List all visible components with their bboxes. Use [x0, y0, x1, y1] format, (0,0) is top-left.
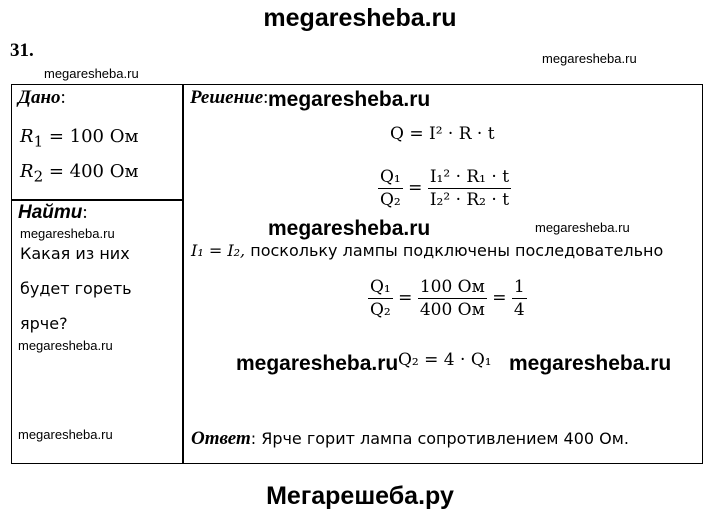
result-ratio: $\frac{\text{Q₁}}{\text{Q₂}}$ = $\frac{100 Ом}{400 Ом}$ = $\frac{1}{4}$: [370, 277, 525, 320]
given-r1: $R_1 = 100$ Ом: [20, 126, 139, 151]
given-header: Дано:: [18, 87, 66, 108]
watermark-bottom: Мегарешеба.ру: [266, 482, 454, 510]
given-r2: $R_2 = 400$ Ом: [20, 161, 139, 186]
watermark-small: megaresheba.ru: [44, 66, 139, 81]
answer-line: Ответ: Ярче горит лампа сопротивлением 400 Ом.: [191, 428, 629, 449]
watermark-small: megaresheba.ru: [535, 220, 630, 235]
watermark-bold: megaresheba.ru: [509, 352, 672, 375]
watermark-small: megaresheba.ru: [20, 226, 115, 241]
watermark-small: megaresheba.ru: [18, 338, 113, 353]
final-equation: Q₂ = 4 · Q₁: [398, 350, 492, 370]
find-line-2: будет гореть: [20, 279, 132, 298]
row-divider: [11, 199, 183, 201]
watermark-top: megaresheba.ru: [263, 4, 457, 32]
find-line-3: ярче?: [20, 314, 68, 333]
current-equality: I₁ = I₂, поскольку лампы подключены последовательно: [191, 241, 664, 260]
heat-formula: Q = I² · R · t: [390, 124, 495, 144]
watermark-bold: megaresheba.ru: [268, 217, 431, 240]
find-line-1: Какая из них: [20, 244, 130, 263]
watermark-bold: megaresheba.ru: [268, 88, 431, 111]
watermark-small: megaresheba.ru: [18, 427, 113, 442]
column-divider: [182, 84, 184, 464]
find-header: Найти:: [18, 202, 88, 223]
watermark-bold: megaresheba.ru: [236, 352, 399, 375]
problem-number: 31.: [10, 40, 34, 61]
watermark-small: megaresheba.ru: [542, 51, 637, 66]
heat-ratio: $\frac{\text{Q₁}}{\text{Q₂}}$ = $\frac{\text{I₁² · R₁ · t}}{\text{I₂² · R₂ · t}}$: [380, 167, 510, 210]
solution-header: Решение:: [190, 87, 269, 108]
